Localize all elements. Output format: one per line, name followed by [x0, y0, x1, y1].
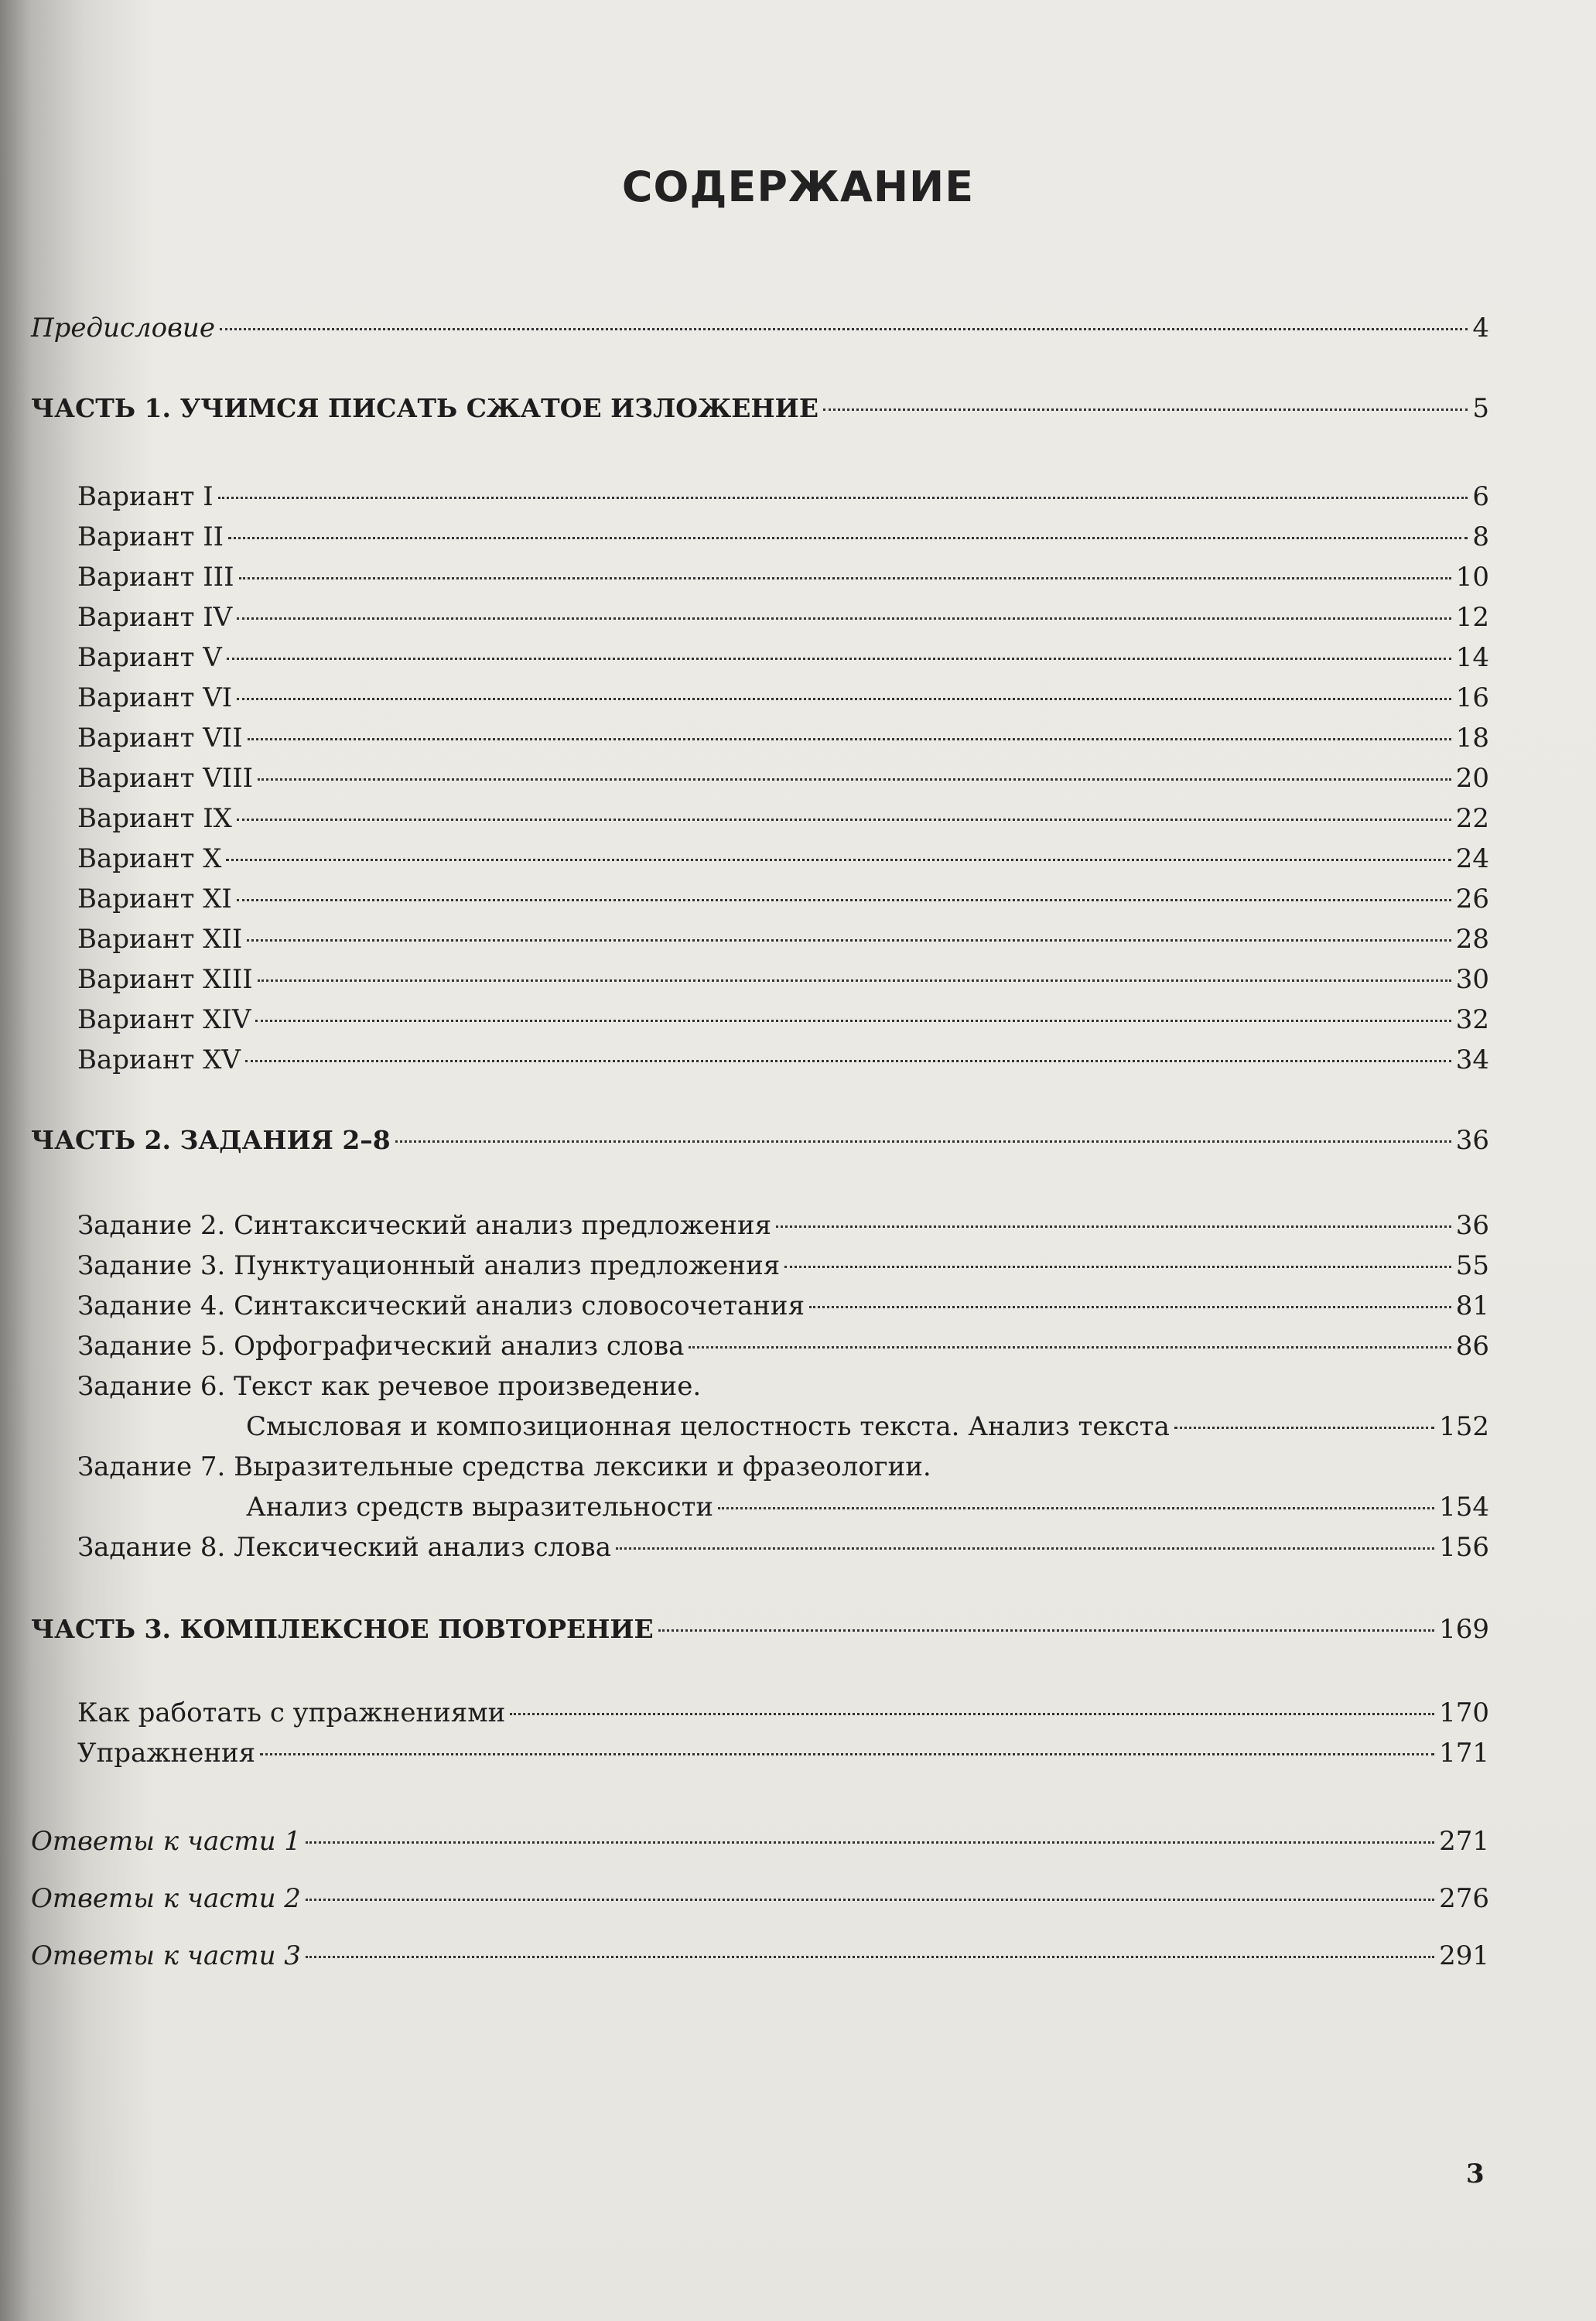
dot-leader: [226, 859, 1451, 861]
toc-page-number: 14: [1455, 642, 1489, 673]
toc-entry-label: Задание 8. Лексический анализ слова: [77, 1532, 611, 1563]
toc-entry-label: Вариант VIII: [77, 763, 254, 794]
toc-entry-task-continuation[interactable]: [246, 1490, 1489, 1524]
dot-leader: [510, 1713, 1434, 1715]
toc-entry-label: Ответы к части 2: [31, 1883, 301, 1914]
toc-entry-label: Вариант X: [77, 843, 222, 874]
dot-leader: [306, 1956, 1434, 1958]
toc-entry-variant[interactable]: [77, 962, 1489, 996]
toc-page-number: 86: [1455, 1331, 1489, 1362]
toc-entry-label: Вариант XI: [77, 884, 232, 914]
page-number: 3: [1466, 2159, 1485, 2189]
toc-page-number: 81: [1455, 1290, 1489, 1321]
toc-page-number: 6: [1472, 481, 1489, 512]
dot-leader: [718, 1507, 1434, 1509]
dot-leader: [258, 979, 1451, 982]
toc-entry-variant[interactable]: [77, 681, 1489, 715]
toc-entry-task[interactable]: [77, 1329, 1489, 1363]
toc-entry-label: Вариант VII: [77, 723, 243, 754]
toc-entry-answers[interactable]: [31, 1882, 1489, 1916]
dot-leader: [245, 1060, 1451, 1062]
toc-page-number: 16: [1455, 682, 1489, 713]
toc-entry-exercise[interactable]: [77, 1736, 1489, 1770]
toc-entry-part1[interactable]: [31, 391, 1489, 426]
toc-entry-exercise[interactable]: [77, 1696, 1489, 1730]
dot-leader: [776, 1225, 1451, 1228]
dot-leader: [306, 1899, 1434, 1901]
dot-leader: [218, 497, 1468, 499]
toc-page-number: 12: [1455, 602, 1489, 633]
dot-leader: [227, 658, 1451, 660]
toc-page-number: 28: [1455, 924, 1489, 955]
dot-leader: [658, 1629, 1434, 1632]
toc-page-number: 156: [1439, 1532, 1489, 1563]
toc-page-number: 4: [1472, 313, 1489, 344]
toc-entry-label: Вариант I: [77, 481, 214, 512]
toc-entry-label: Задание 4. Синтаксический анализ словосочетания: [77, 1290, 805, 1321]
toc-entry-label: Как работать с упражнениями: [77, 1697, 506, 1728]
toc-entry-label: Задание 5. Орфографический анализ слова: [77, 1331, 685, 1362]
dot-leader: [247, 939, 1451, 942]
dot-leader: [258, 778, 1451, 781]
toc-page-number: 18: [1455, 723, 1489, 754]
toc-entry-label: Предисловие: [31, 313, 215, 344]
toc-entry-label: Вариант III: [77, 562, 234, 593]
toc-part-heading: ЧАСТЬ 2. ЗАДАНИЯ 2–8: [31, 1125, 391, 1155]
dot-leader: [260, 1753, 1434, 1755]
dot-leader: [237, 617, 1451, 620]
toc-entry-task[interactable]: [77, 1249, 1489, 1283]
toc-entry-variant[interactable]: [77, 641, 1489, 675]
toc-entry-label: Смысловая и композиционная целостность текста. Анализ текста: [246, 1411, 1170, 1442]
toc-entry-variant[interactable]: [77, 721, 1489, 755]
toc-entry-label: Анализ средств выразительности: [246, 1492, 714, 1523]
toc-page-number: 36: [1455, 1210, 1489, 1241]
toc-page-number: 169: [1439, 1614, 1489, 1645]
toc-entry-variant[interactable]: [77, 520, 1489, 554]
toc-entry-task-title[interactable]: Задание 6. Текст как речевое произведение.: [77, 1371, 702, 1402]
toc-page-number: 152: [1439, 1411, 1489, 1442]
toc-page-number: 170: [1439, 1697, 1489, 1728]
dot-leader: [237, 819, 1451, 821]
toc-entry-task[interactable]: [77, 1530, 1489, 1564]
dot-leader: [237, 698, 1451, 700]
toc-entry-label: Задание 3. Пунктуационный анализ предложения: [77, 1250, 781, 1281]
toc-entry-label: Вариант VI: [77, 682, 233, 713]
toc-page-number: 10: [1455, 562, 1489, 593]
toc-page-number: 171: [1439, 1738, 1489, 1769]
toc-entry-label: Вариант XV: [77, 1044, 241, 1075]
page-title: СОДЕРЖАНИЕ: [621, 162, 975, 211]
toc-page-number: 5: [1472, 393, 1489, 424]
dot-leader: [237, 899, 1451, 901]
toc-part-heading: ЧАСТЬ 3. КОМПЛЕКСНОЕ ПОВТОРЕНИЕ: [31, 1614, 654, 1644]
dot-leader: [395, 1140, 1451, 1143]
toc-entry-variant[interactable]: [77, 600, 1489, 634]
toc-entry-task[interactable]: [77, 1289, 1489, 1323]
toc-page-number: 22: [1455, 803, 1489, 834]
toc-entry-task-continuation[interactable]: [246, 1410, 1489, 1444]
dot-leader: [1174, 1427, 1434, 1429]
dot-leader: [784, 1266, 1451, 1268]
dot-leader: [248, 738, 1451, 740]
dot-leader: [220, 328, 1468, 330]
toc-entry-label: Вариант XII: [77, 924, 243, 955]
toc-entry-part2[interactable]: [31, 1123, 1489, 1157]
toc-entry-task-title[interactable]: Задание 7. Выразительные средства лексики и фразеологии.: [77, 1451, 931, 1482]
toc-entry-label: Вариант II: [77, 521, 224, 552]
toc-entry-task[interactable]: [77, 1208, 1489, 1243]
toc-page-number: 32: [1455, 1004, 1489, 1035]
toc-page-number: 20: [1455, 763, 1489, 794]
toc-page-number: 291: [1439, 1940, 1489, 1971]
toc-entry-preface[interactable]: [31, 311, 1489, 345]
toc-entry-variant[interactable]: [77, 922, 1489, 956]
toc-page-number: 154: [1439, 1492, 1489, 1523]
dot-leader: [255, 1020, 1451, 1022]
toc-entry-part3[interactable]: [31, 1612, 1489, 1646]
toc-entry-label: Ответы к части 3: [31, 1940, 301, 1971]
dot-leader: [809, 1306, 1451, 1308]
toc-page-number: 36: [1455, 1125, 1489, 1156]
dot-leader: [823, 408, 1468, 411]
toc-page-number: 30: [1455, 964, 1489, 995]
dot-leader: [689, 1346, 1451, 1349]
toc-entry-variant[interactable]: [77, 1003, 1489, 1037]
toc-entry-label: Упражнения: [77, 1738, 256, 1769]
toc-entry-variant[interactable]: [77, 560, 1489, 594]
toc-entry-label: Ответы к части 1: [31, 1826, 301, 1857]
toc-entry-variant[interactable]: [77, 1043, 1489, 1077]
toc-page-number: 26: [1455, 884, 1489, 914]
toc-entry-label: Вариант XIV: [77, 1004, 251, 1035]
dot-leader: [306, 1841, 1434, 1844]
toc-entry-variant[interactable]: [77, 480, 1489, 514]
toc-part-heading: ЧАСТЬ 1. УЧИМСЯ ПИСАТЬ СЖАТОЕ ИЗЛОЖЕНИЕ: [31, 393, 819, 423]
dot-leader: [616, 1547, 1434, 1550]
toc-entry-label: Вариант IX: [77, 803, 232, 834]
toc-entry-variant[interactable]: [77, 761, 1489, 795]
toc-page-number: 8: [1472, 521, 1489, 552]
dot-leader: [228, 537, 1468, 539]
toc-entry-label: Вариант XIII: [77, 964, 253, 995]
toc-entry-label: Вариант IV: [77, 602, 233, 633]
toc-entry-answers[interactable]: [31, 1824, 1489, 1858]
toc-page-number: 276: [1439, 1883, 1489, 1914]
toc-page-number: 271: [1439, 1826, 1489, 1857]
toc-entry-variant[interactable]: [77, 802, 1489, 836]
toc-entry-variant[interactable]: [77, 882, 1489, 916]
toc-page-number: 34: [1455, 1044, 1489, 1075]
toc-entry-variant[interactable]: [77, 842, 1489, 876]
toc-entry-label: Задание 2. Синтаксический анализ предложения: [77, 1210, 772, 1241]
toc-entry-answers[interactable]: [31, 1939, 1489, 1973]
dot-leader: [239, 577, 1451, 579]
toc-entry-label: Вариант V: [77, 642, 222, 673]
toc-page-number: 24: [1455, 843, 1489, 874]
toc-page-number: 55: [1455, 1250, 1489, 1281]
